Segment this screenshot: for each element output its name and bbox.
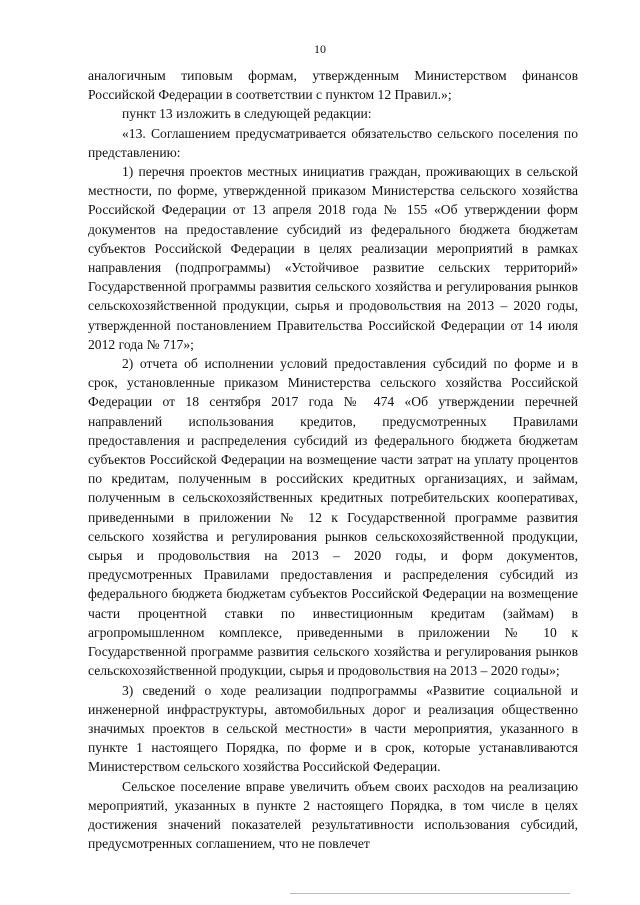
paragraph-continuation: аналогичным типовым формам, утвержденным Министерством финансов Российской Федерации в соответствии с пунктом 12 Правил.»; bbox=[88, 68, 578, 103]
paragraph-clause-13: «13. Соглашением предусматривается обязательство сельского поселения по представлению: bbox=[88, 125, 578, 160]
paragraph-item-2: 2) отчета об исполнении условий предоставления субсидий по форме и в срок, установленные приказом Министерства сельского хозяйства Российской Федерации от 18 сентября 2017 года № 474 «Об утверждении перечней направлений использования кредитов, предусмотренных Правилами предоставления и распределения субсидий из федерального бюджета бюджетам субъектов Российской Федерации на возмещение части затрат на уплату процентов по кредитам, полученным в российских кредитных организациях, и займам, полученным в сельскохозяйственных кредитных потребительских кооперативах, приведенными в приложении № 12 к Государственной программе развития сельского хозяйства и регулирования рынков сельскохозяйственной продукции, сырья и продовольствия на 2013 – 2020 годы, и форм документов, предусмотренных Правилами предоставления и распределения субсидий из федерального бюджета бюджетам субъектов Российской Федерации на возмещение части процентной ставки по инвестиционным кредитам (займам) в агропромышленном комплексе, приведенными в приложении № 10 к Государственной программе развития сельского хозяйства и регулирования рынков сельскохозяйственной продукции, сырья и продовольствия на 2013 – 2020 годы»; bbox=[88, 356, 578, 679]
paragraph-item-1: 1) перечня проектов местных инициатив граждан, проживающих в сельской местности, по форме, утвержденной приказом Министерства сельского хозяйства Российской Федерации от 13 апреля 2018 года № 155 «Об утверждении форм документов на предоставление субсидий из федерального бюджета бюджетам субъектов Российской Федерации в целях реализации мероприятий в рамках направления (подпрограммы) «Устойчивое развитие сельских территорий» Государственной программы развития сельского хозяйства и регулирования рынков сельскохозяйственной продукции, сырья и продовольствия на 2013 – 2020 годы, утвержденной постановлением Правительства Российской Федерации от 14 июля 2012 года № 717»; bbox=[88, 164, 578, 352]
paragraph-item-3: 3) сведений о ходе реализации подпрограммы «Развитие социальной и инженерной инфраструктуры, автомобильных дорог и реализация общественно значимых проектов в сельской местности» в части мероприятия, указанного в пункте 1 настоящего Порядка, по форме и в срок, которые устанавливаются Министерством сельского хозяйства Российской Федерации. bbox=[88, 682, 578, 775]
footer-rule bbox=[290, 893, 570, 894]
paragraph-expenses: Сельское поселение вправе увеличить объем своих расходов на реализацию мероприятий, указанных в пункте 2 настоящего Порядка, в том числе в целях достижения значений показателей результативности использования субсидий, предусмотренных соглашением, что не повлечет bbox=[88, 778, 578, 852]
paragraph-clause-13-intro: пункт 13 изложить в следующей редакции: bbox=[122, 106, 372, 122]
page-number: 10 bbox=[314, 42, 326, 56]
document-body bbox=[88, 66, 578, 853]
